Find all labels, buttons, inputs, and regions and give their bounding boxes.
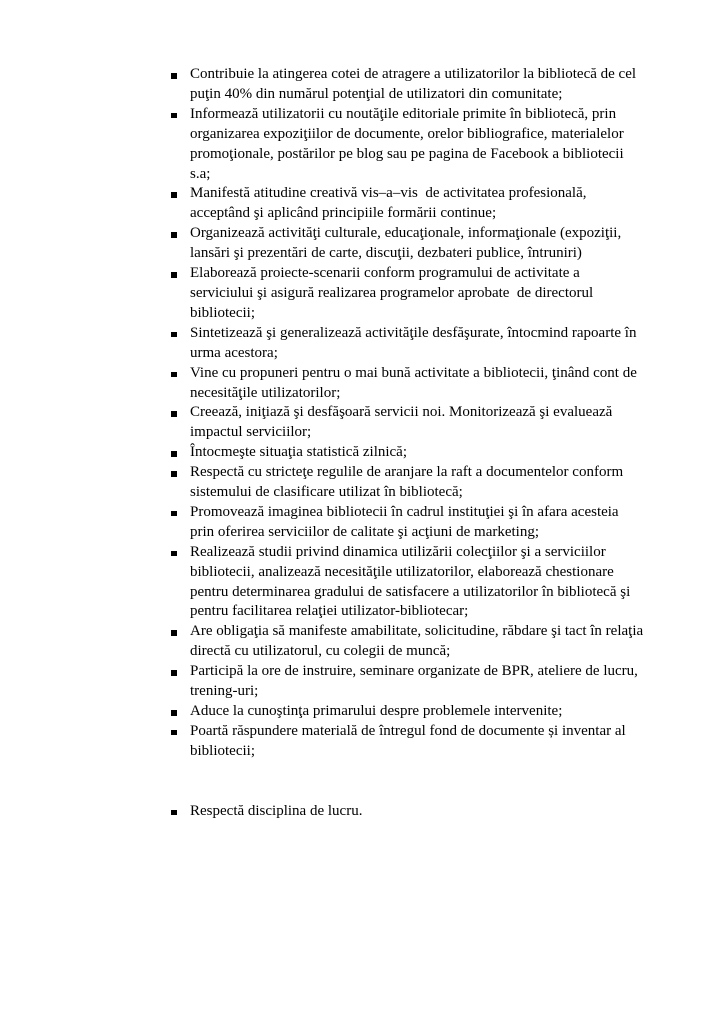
list-item (170, 722, 646, 762)
list-item (170, 364, 646, 404)
list-item (170, 403, 646, 443)
bullet-square-icon (171, 411, 177, 417)
list-item (170, 702, 646, 722)
list-item-text: Aduce la cunoştinţa primarului despre problemele intervenite; (190, 703, 563, 719)
list-item (170, 662, 646, 702)
bullet-square-icon (171, 451, 177, 457)
list-item-text: Creează, iniţiază şi desfăşoară servicii noi. Monitorizează şi evaluează impactul serviciilor; (190, 404, 617, 441)
list-item (170, 463, 646, 503)
list-item (170, 503, 646, 543)
list-item-text: Respectă cu stricteţe regulile de aranjare la raft a documentelor conform sistemului de clasificare utilizat în bibliotecă; (190, 464, 627, 501)
list-item-text: Sintetizează şi generalizează activităţile desfăşurate, întocmind rapoarte în urma acestora; (190, 324, 641, 361)
list-item-text: Realizează studii privind dinamica utilizării colecţiilor şi a serviciilor bibliotecii, analizează necesităţile utilizatorilor, elaborează chestionare pentru determinarea gradului de satisfacere a utilizatorilor în bibliotecă şi pentru facilitarea relaţiei utilizator-bibliotecar; (190, 543, 634, 620)
list-item-text: Respectă disciplina de lucru. (190, 802, 363, 819)
list-item-text: Întocmeşte situaţia statistică zilnică; (190, 444, 408, 461)
list-item-text: Manifestă atitudine creativă vis–a–vis de activitatea profesională, acceptând şi aplicând principiile formării continue; (190, 185, 591, 222)
bullet-square-icon (171, 372, 177, 378)
list-item-text: Participă la ore de instruire, seminare organizate de BPR, ateliere de lucru, trening-uri; (190, 663, 642, 700)
list-item (170, 224, 646, 264)
bullet-square-icon (171, 710, 177, 716)
list-item-text: Organizează activităţi culturale, educaţionale, informaţionale (expoziţii, lansări şi prezentări de carte, discuţii, dezbateri publice, întruniri) (190, 225, 625, 262)
list-item-text: Vine cu propuneri pentru o mai bună activitate a bibliotecii, ţinând cont de necesităţile utilizatorilor; (190, 364, 641, 401)
bullet-square-icon (171, 113, 177, 119)
list-item-text: Informează utilizatorii cu noutăţile editoriale primite în bibliotecă, prin organizarea expoziţiilor de documente, orelor bibliografice, materialelor promoţionale, postărilor pe blog sau pe pagina de Facebook a bibliotecii s.a; (190, 105, 628, 182)
list-item-text: Poartă răspundere materială de întregul fond de documente și inventar al bibliotecii; (190, 722, 630, 759)
list-item (170, 622, 646, 662)
list-item-text: Elaborează proiecte-scenarii conform programului de activitate a serviciului şi asigură realizarea programelor aprobate de directorul bibliotecii; (190, 265, 597, 321)
bullet-square-icon (171, 630, 177, 636)
list-item (170, 184, 646, 224)
list-item-text: Are obligaţia să manifeste amabilitate, solicitudine, răbdare şi tact în relaţia directă cu utilizatorul, cu colegii de muncă; (190, 623, 647, 660)
bullet-square-icon (171, 192, 177, 198)
bullet-square-icon (171, 471, 177, 477)
bullet-square-icon (171, 232, 177, 238)
bullet-square-icon (171, 670, 177, 676)
list-item (170, 264, 646, 324)
list-item (170, 65, 646, 105)
bullet-square-icon (171, 73, 177, 79)
list-item (170, 443, 646, 463)
bullet-square-icon (171, 332, 177, 338)
list-item-text: Contribuie la atingerea cotei de atragere a utilizatorilor la bibliotecă de cel puţin 40% din numărul potenţial de utilizatori din comunitate; (190, 66, 640, 102)
bullet-square-icon (171, 730, 177, 736)
list-item-text: Promovează imaginea bibliotecii în cadrul instituţiei şi în afara acesteia prin oferirea serviciilor de calitate şi acţiuni de marketing; (190, 503, 623, 540)
list-item (170, 324, 646, 364)
bullet-square-icon (171, 810, 177, 816)
bullet-square-icon (171, 551, 177, 557)
list-item (170, 802, 646, 822)
bullet-list (170, 65, 646, 822)
bullet-square-icon (171, 511, 177, 517)
list-item (170, 543, 646, 623)
list-item (170, 105, 646, 185)
bullet-square-icon (171, 272, 177, 278)
